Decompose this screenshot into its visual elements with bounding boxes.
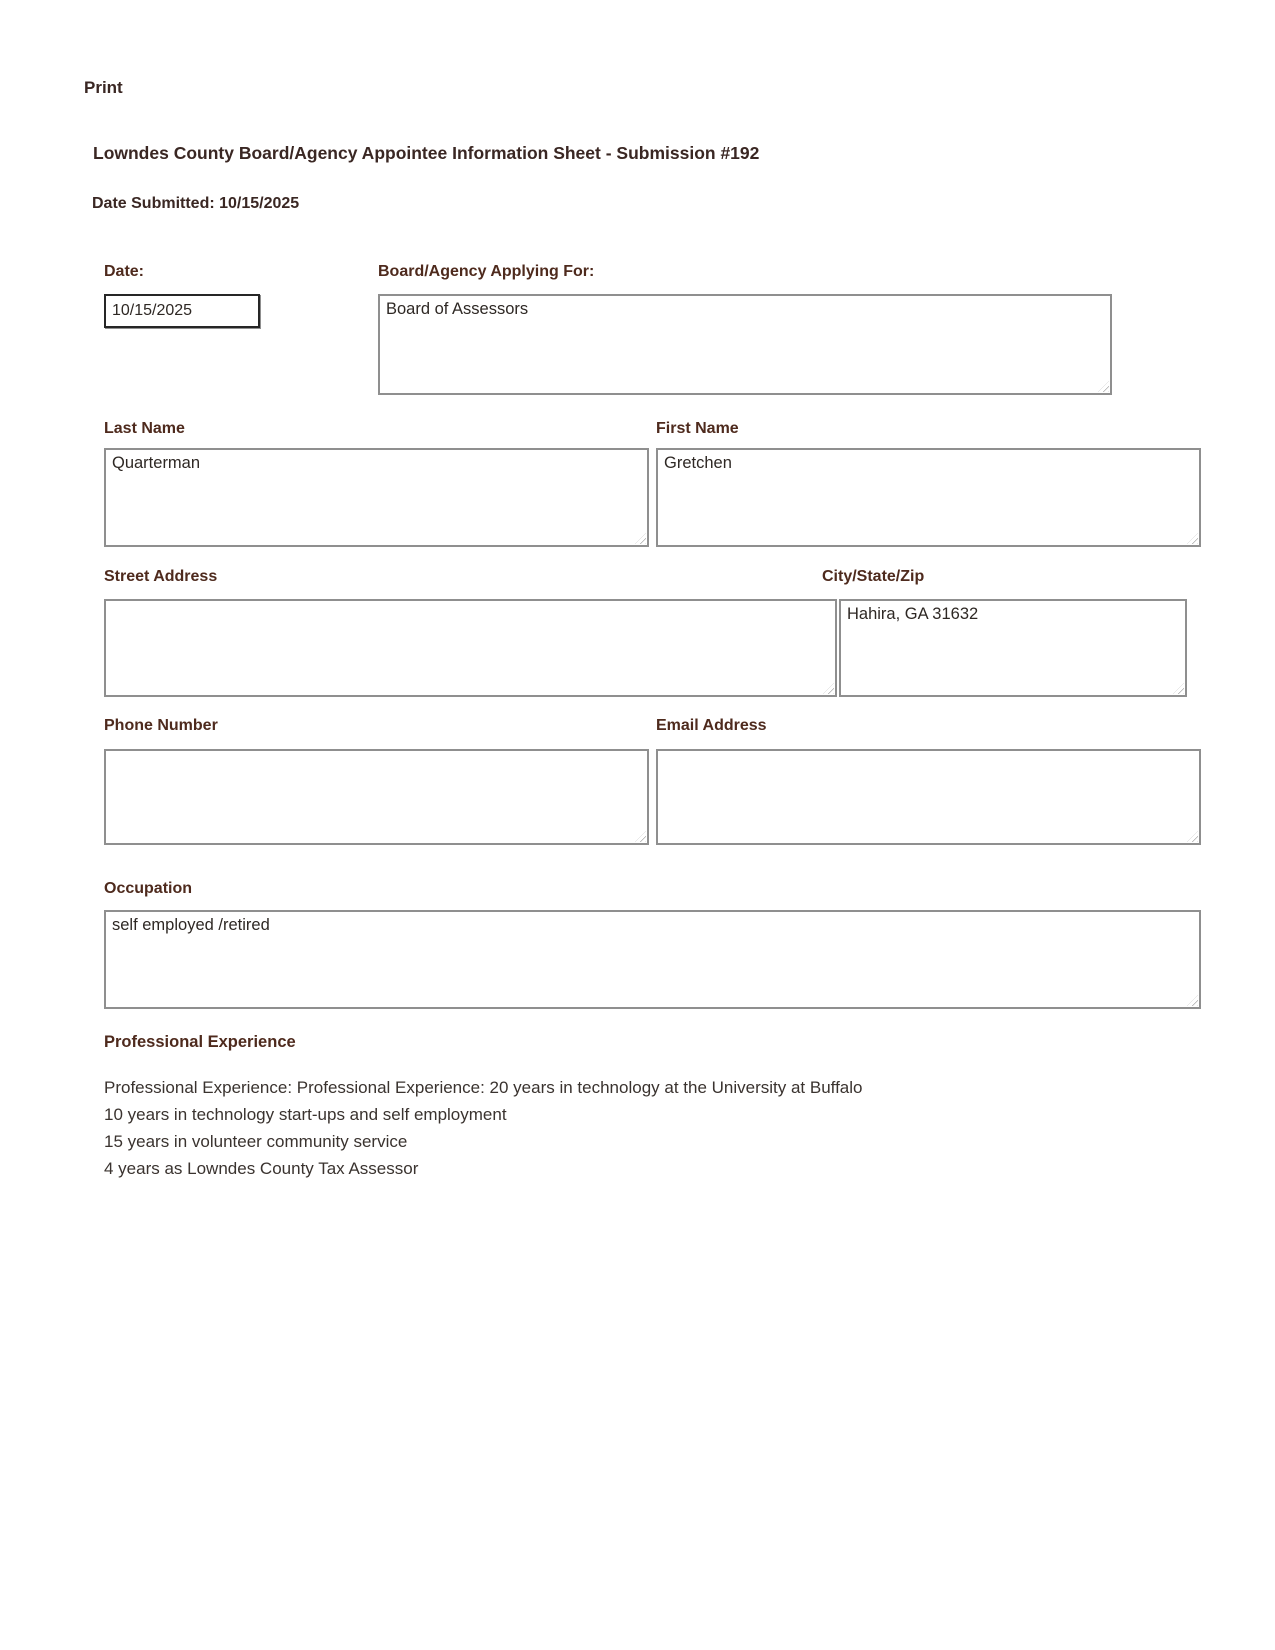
- street-address-value: [106, 601, 835, 607]
- phone-number-label: Phone Number: [104, 717, 218, 734]
- resize-handle-icon[interactable]: [823, 683, 834, 694]
- street-address-label: Street Address: [104, 568, 218, 585]
- occupation-label: Occupation: [104, 880, 193, 897]
- first-name-textarea[interactable]: [656, 448, 1201, 547]
- email-address-textarea[interactable]: [656, 749, 1201, 845]
- experience-line: 10 years in technology start-ups and self employment: [104, 1105, 507, 1124]
- email-address-value: [658, 751, 1199, 757]
- phone-number-value: [106, 751, 647, 757]
- resize-handle-icon[interactable]: [635, 533, 646, 544]
- resize-handle-icon[interactable]: [1098, 381, 1109, 392]
- print-link[interactable]: Print: [84, 78, 123, 97]
- last-name-label: Last Name: [104, 420, 185, 437]
- city-state-zip-textarea[interactable]: [839, 599, 1187, 697]
- experience-line: Professional Experience: Professional Experience: 20 years in technology at the University at Buffalo: [104, 1078, 863, 1097]
- professional-experience-text: [104, 1074, 1104, 1182]
- professional-experience-heading: Professional Experience: [104, 1033, 296, 1051]
- date-label: Date:: [104, 263, 145, 280]
- resize-handle-icon[interactable]: [1187, 533, 1198, 544]
- last-name-value: Quarterman: [112, 454, 201, 472]
- board-agency-label: Board/Agency Applying For:: [378, 263, 595, 280]
- resize-handle-icon[interactable]: [635, 831, 646, 842]
- experience-line: 4 years as Lowndes County Tax Assessor: [104, 1159, 419, 1178]
- page-title: Lowndes County Board/Agency Appointee Information Sheet - Submission #192: [93, 143, 760, 163]
- last-name-textarea[interactable]: [104, 448, 649, 547]
- city-state-zip-label: City/State/Zip: [822, 568, 925, 585]
- street-address-textarea[interactable]: [104, 599, 837, 697]
- board-agency-value: Board of Assessors: [386, 300, 529, 318]
- occupation-textarea[interactable]: [104, 910, 1201, 1009]
- first-name-label: First Name: [656, 420, 739, 437]
- first-name-value: Gretchen: [664, 454, 732, 472]
- occupation-value: self employed /retired: [112, 916, 270, 934]
- resize-handle-icon[interactable]: [1187, 995, 1198, 1006]
- email-address-label: Email Address: [656, 717, 767, 734]
- date-value: 10/15/2025: [112, 302, 193, 319]
- city-state-zip-value: Hahira, GA 31632: [847, 605, 979, 623]
- resize-handle-icon[interactable]: [1173, 683, 1184, 694]
- resize-handle-icon[interactable]: [1187, 831, 1198, 842]
- phone-number-textarea[interactable]: [104, 749, 649, 845]
- date-input[interactable]: [104, 294, 260, 328]
- board-agency-textarea[interactable]: [378, 294, 1112, 395]
- date-submitted-text: Date Submitted: 10/15/2025: [92, 195, 300, 212]
- experience-line: 15 years in volunteer community service: [104, 1132, 408, 1151]
